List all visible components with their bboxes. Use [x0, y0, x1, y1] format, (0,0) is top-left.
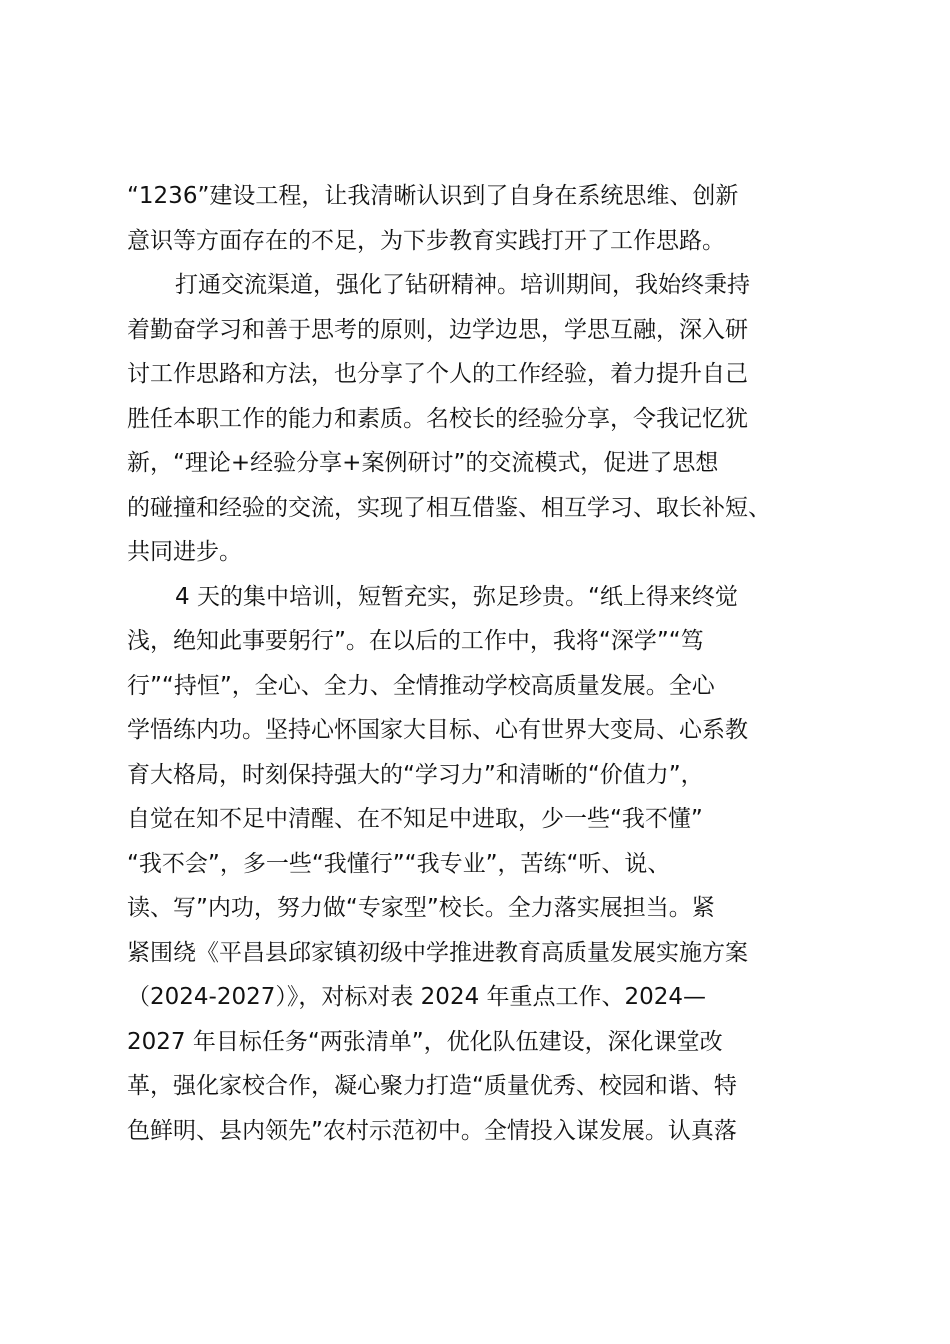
text-line-1: “1236”建设工程，让我清晰认识到了自身在系统思维、创新: [127, 183, 739, 209]
text-line-17: 读、写”内功，努力做“专家型”校长。全力落实展担当。紧: [127, 895, 715, 921]
text-line-14: 育大格局，时刻保持强大的“学习力”和清晰的“价值力”，: [127, 761, 704, 788]
text-line-4: 着勤奋学习和善于思考的原则，边学边思，学思互融，深入研: [127, 316, 748, 343]
text-line-12: 行”“持恒”，全心、全力、全情推动学校高质量发展。全心: [127, 672, 715, 699]
text-line-22: 色鲜明、县内领先”农村示范初中。全情投入谋发展。认真落: [127, 1117, 737, 1144]
text-line-6: 胜任本职工作的能力和素质。名校长的经验分享，令我记忆犹: [127, 405, 748, 432]
text-line-15: 自觉在知不足中清醒、在不知足中进取，少一些“我不懂”: [127, 806, 703, 832]
text-line-19: （2024-2027）》，对标对表 2024 年重点工作、2024—: [127, 984, 707, 1010]
paragraph-start-line-10: 4 天的集中培训，短暂充实，弥足珍贵。“纸上得来终觉: [175, 583, 738, 610]
text-line-13: 学悟练内功。坚持心怀国家大目标、心有世界大变局、心系教: [127, 717, 748, 743]
text-line-20: 2027 年目标任务“两张清单”，优化队伍建设，深化课堂改: [127, 1028, 723, 1055]
text-line-8: 的碰撞和经验的交流，实现了相互借鉴、相互学习、取长补短、: [127, 494, 771, 521]
text-line-7: 新，“理论+经验分享+案例研讨”的交流模式，促进了思想: [127, 450, 719, 476]
text-line-5: 讨工作思路和方法，也分享了个人的工作经验，着力提升自己: [127, 361, 748, 387]
paragraph-start-line-3: 打通交流渠道，强化了钻研精神。培训期间，我始终秉持: [175, 272, 750, 298]
document-body: [127, 174, 839, 1153]
text-line-21: 革，强化家校合作，凝心聚力打造“质量优秀、校园和谐、特: [127, 1073, 737, 1099]
text-line-11: 浅，绝知此事要躬行”。在以后的工作中，我将“深学”“笃: [127, 628, 704, 654]
text-line-2: 意识等方面存在的不足，为下步教育实践打开了工作思路。: [127, 227, 725, 254]
text-line-9: 共同进步。: [127, 539, 242, 565]
text-line-16: “我不会”，多一些“我懂行”“我专业”，苦练“听、说、: [127, 850, 671, 877]
text-line-18: 紧围绕《平昌县邱家镇初级中学推进教育高质量发展实施方案: [127, 939, 748, 966]
